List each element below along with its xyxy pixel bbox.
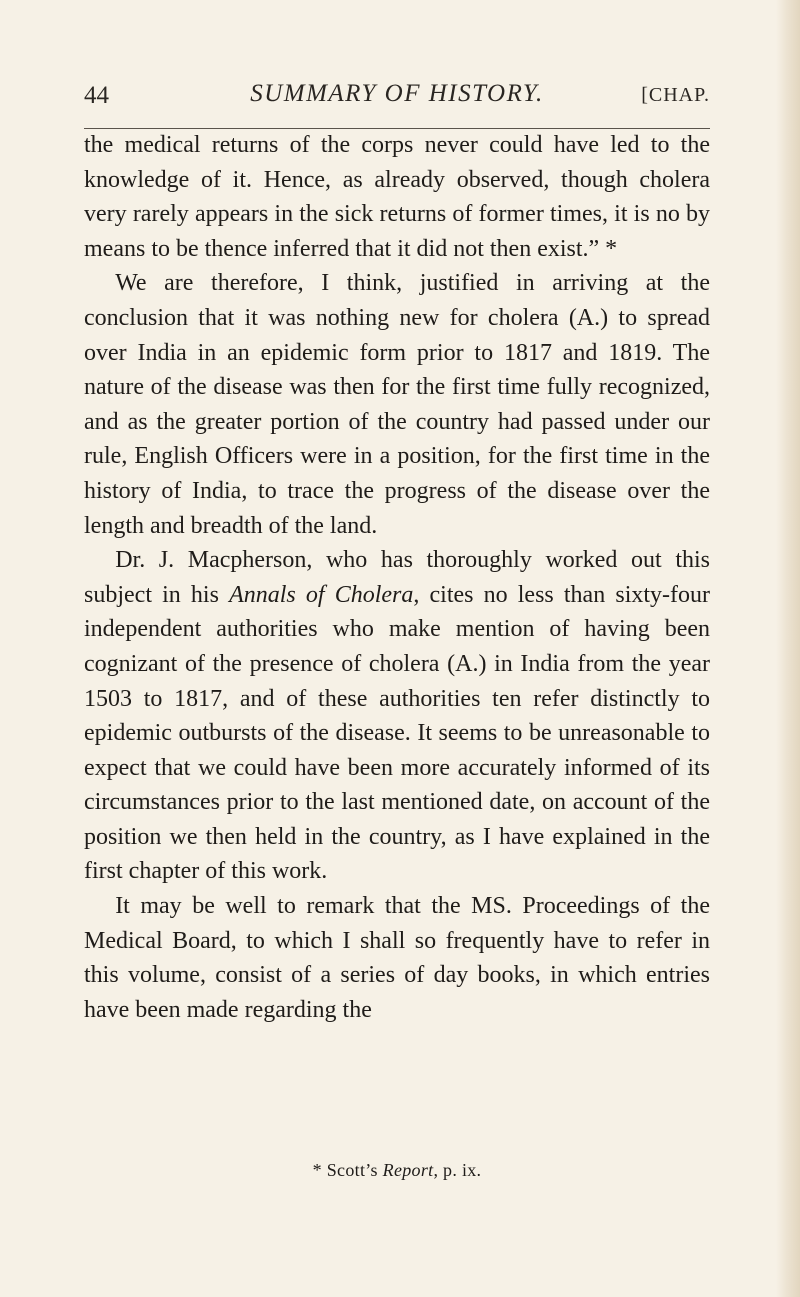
paragraph-4: It may be well to remark that the MS. Proceedings of the Medical Board, to which I shall so frequently have to refer in this volume, consist of a series of day books, in which entries have been made regarding the <box>84 893 710 1023</box>
chapter-mark: [CHAP. <box>641 84 710 106</box>
footnote-report-title: Report <box>382 1160 434 1180</box>
footnote <box>84 1160 710 1181</box>
book-title-annals-of-cholera: Annals of Cholera <box>229 581 414 608</box>
paragraph-2: We are therefore, I think, justified in arriving at the conclusion that it was nothing new for cholera (A.) to spread over India in an epidemic form prior to 1817 and 1819. The nature of the disease was then for the first time fully recognized, and as the greater portion of the country had passed under our rule, English Officers were in a position, for the first time in the history of India, to trace the progress of the disease over the length and breadth of the land. <box>84 270 710 539</box>
page-edge-shadow <box>776 0 800 1297</box>
body-text <box>84 128 710 1027</box>
paragraph-3 <box>84 543 710 889</box>
running-title: SUMMARY OF HISTORY. <box>250 80 544 107</box>
page-number: 44 <box>84 82 109 109</box>
running-header <box>84 80 710 120</box>
footnote-citation: , p. ix. <box>433 1160 482 1180</box>
footnote-marker: * Scott’s <box>312 1160 383 1180</box>
paragraph-3-text-a: Dr. J. Macpherson, who has thoroughly worked out this subject in his <box>84 547 710 608</box>
paragraph-1: the medical returns of the corps never could have led to the knowledge of it. Hence, as already observed, though cholera very rarely appears in the sick returns of former times, it is no by means to be thence inferred that it did not then exist.” * <box>84 132 710 262</box>
paragraph-3-text-b: , cites no less than sixty-four independent authorities who make mention of having been cognizant of the presence of cholera (A.) in India from the year 1503 to 1817, and of these authorities ten refer distinctly to epidemic outbursts of the disease. It seems to be unreasonable to expect that we could have been more accurately informed of its circumstances prior to the last mentioned date, on account of the position we then held in the country, as I have explained in the first chapter of this work. <box>84 581 710 885</box>
